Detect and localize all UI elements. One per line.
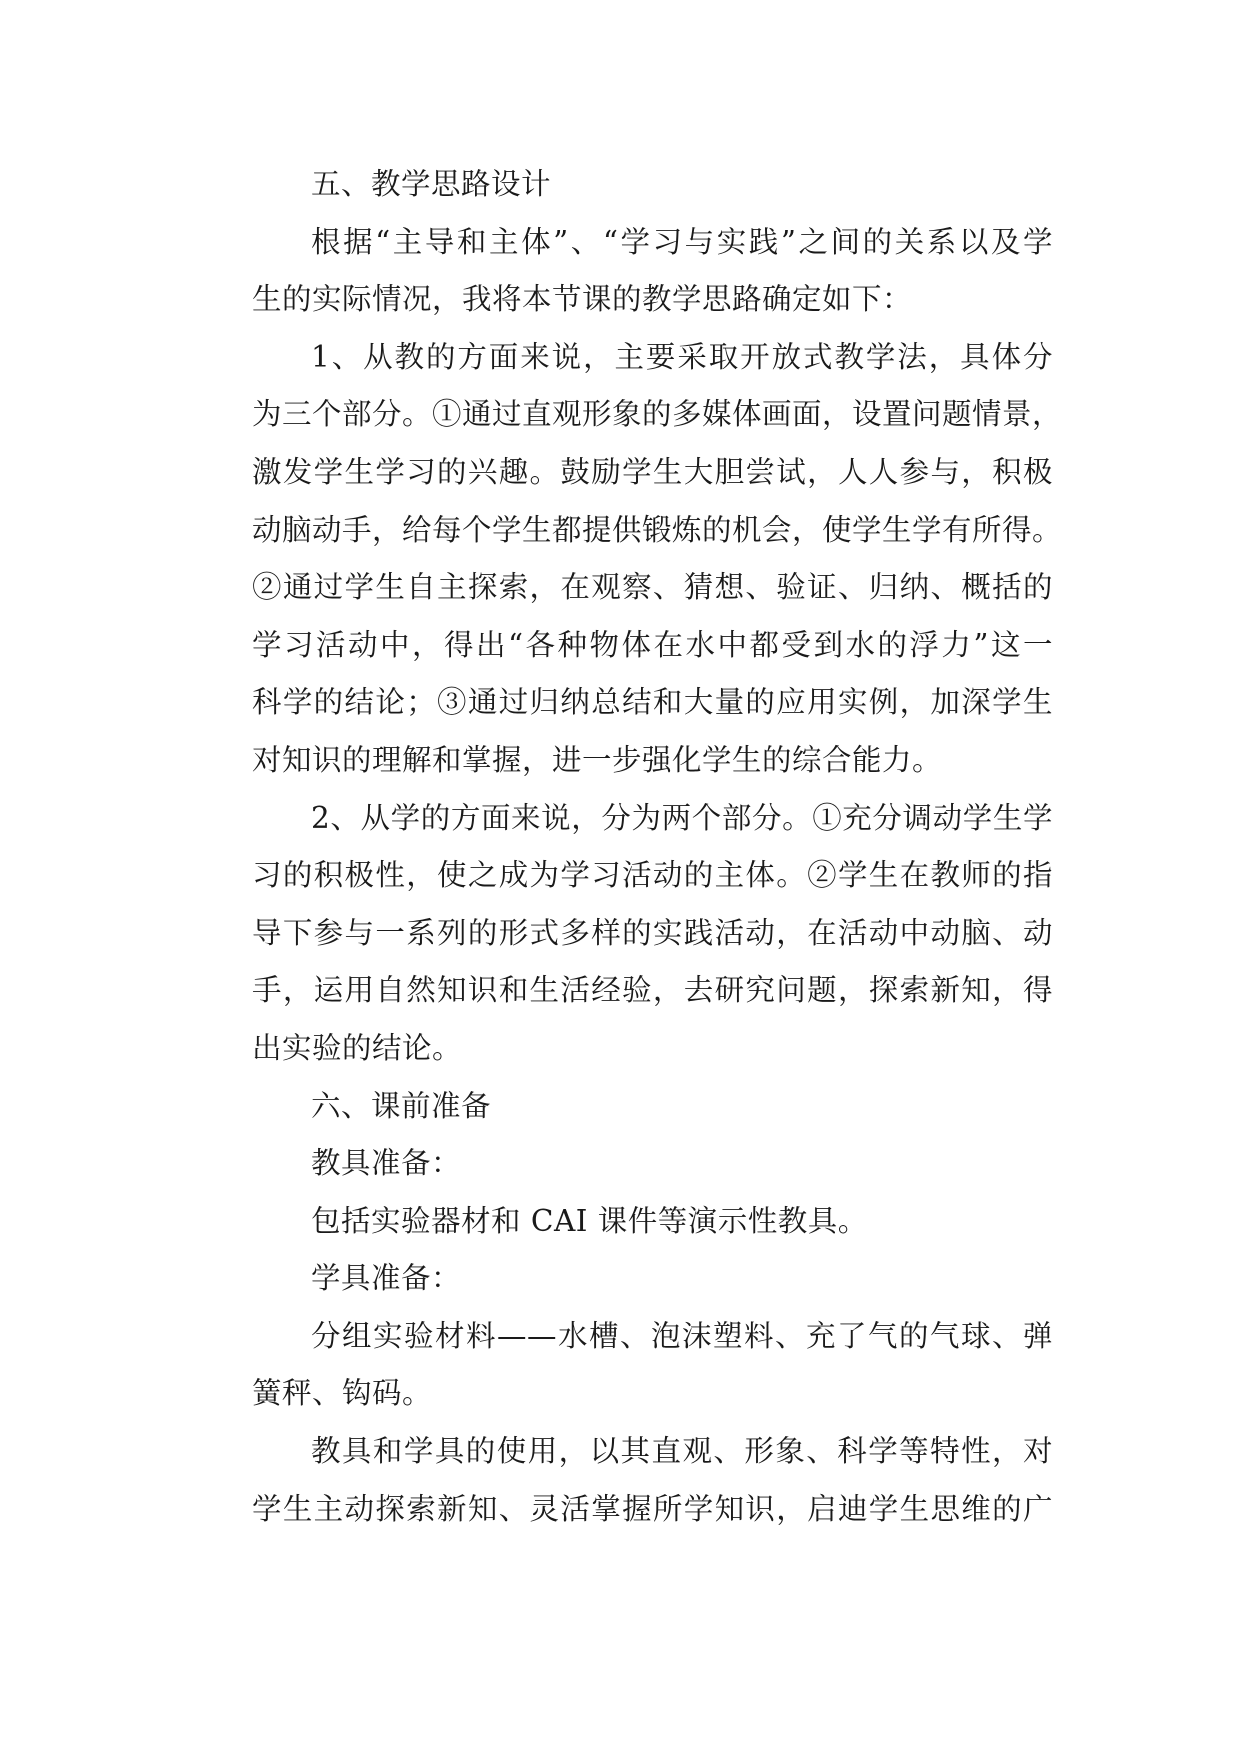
text-line: 根据“主导和主体”、“学习与实践”之间的关系以及学 bbox=[311, 224, 1053, 259]
paragraph-teaching-aids bbox=[193, 1193, 1053, 1251]
paragraph-learning-materials bbox=[193, 1308, 1053, 1423]
section-heading-teaching-design bbox=[193, 156, 1053, 214]
text-line: 科学的结论；③通过归纳总结和大量的应用实例，加深学生 bbox=[252, 685, 1053, 720]
text-line: 簧秤、钩码。 bbox=[252, 1376, 433, 1411]
text-line: 出实验的结论。 bbox=[252, 1030, 463, 1065]
text-line: 学具准备： bbox=[311, 1261, 462, 1296]
text-line: 学生主动探索新知、灵活掌握所学知识，启迪学生思维的广 bbox=[252, 1491, 1053, 1526]
paragraph-intro bbox=[193, 214, 1053, 329]
text-line: 六、课前准备 bbox=[311, 1088, 492, 1123]
text-line: 学习活动中，得出“各种物体在水中都受到水的浮力”这一 bbox=[252, 627, 1053, 662]
text-line: 生的实际情况，我将本节课的教学思路确定如下： bbox=[252, 282, 913, 317]
text-line: 为三个部分。①通过直观形象的多媒体画面，设置问题情景， bbox=[252, 397, 1063, 432]
section-heading-preparation bbox=[193, 1078, 1053, 1136]
document-page bbox=[193, 156, 1063, 1538]
subheading-teaching-aids bbox=[193, 1135, 1053, 1193]
text-line: 激发学生学习的兴趣。鼓励学生大胆尝试，人人参与，积极 bbox=[252, 454, 1053, 489]
paragraph-learning-side bbox=[193, 790, 1053, 1078]
text-line: 对知识的理解和掌握，进一步强化学生的综合能力。 bbox=[252, 742, 943, 777]
text-line: 导下参与一系列的形式多样的实践活动，在活动中动脑、动 bbox=[252, 915, 1053, 950]
paragraph-aids-usage bbox=[193, 1423, 1053, 1538]
text-line: 手，运用自然知识和生活经验，去研究问题，探索新知，得 bbox=[252, 973, 1053, 1008]
text-line: 教具和学具的使用，以其直观、形象、科学等特性，对 bbox=[311, 1434, 1053, 1469]
text-line: 动脑动手，给每个学生都提供锻炼的机会，使学生学有所得。 bbox=[252, 512, 1063, 547]
text-line: 习的积极性，使之成为学习活动的主体。②学生在教师的指 bbox=[252, 858, 1053, 893]
paragraph-teaching-side bbox=[193, 329, 1063, 790]
text-line: 教具准备： bbox=[311, 1146, 462, 1181]
text-line: ②通过学生自主探索，在观察、猜想、验证、归纳、概括的 bbox=[252, 570, 1053, 605]
text-line: 五、教学思路设计 bbox=[311, 167, 552, 201]
text-line: 包括实验器材和 CAI 课件等演示性教具。 bbox=[311, 1203, 868, 1238]
subheading-learning-aids bbox=[193, 1250, 1053, 1308]
text-line: 1、从教的方面来说，主要采取开放式教学法，具体分 bbox=[311, 339, 1053, 374]
text-line: 分组实验材料——水槽、泡沫塑料、充了气的气球、弹 bbox=[311, 1318, 1053, 1353]
text-line: 2、从学的方面来说，分为两个部分。①充分调动学生学 bbox=[311, 800, 1053, 835]
